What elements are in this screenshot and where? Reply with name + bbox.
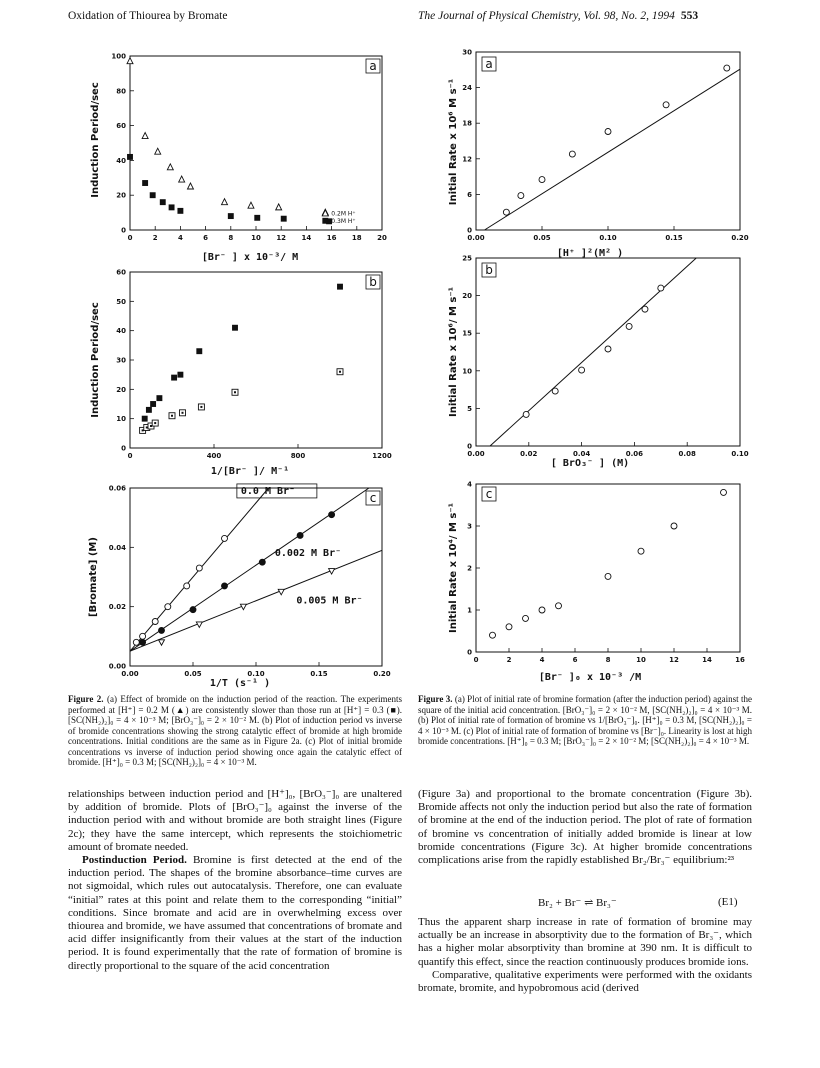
fig3c-series-0-point-1	[506, 624, 512, 630]
fig3b-ytick-label-1: 5	[467, 404, 472, 413]
fig2b-x-axis-label: 1/[Br⁻ ]/ M⁻¹	[210, 466, 290, 477]
fig2b-y-axis-label: Induction Period/sec	[90, 302, 101, 418]
fig2c-series-0-point-0	[133, 639, 139, 645]
fig2b-series-0-point-7	[233, 325, 238, 330]
figure-3c-chart	[440, 476, 745, 686]
fig3a-ytick-label-5: 30	[462, 48, 472, 57]
fig3b-xtick-label-4: 0.08	[678, 450, 696, 458]
fig3c-panel-letter: c	[485, 487, 493, 501]
fig2a-xtick-label-6: 12	[276, 234, 287, 242]
fig2c-x-axis-label: 1/T (s⁻¹ )	[209, 678, 271, 689]
fig2b-series-0-point-5	[178, 372, 183, 377]
fig2a-x-axis-label: [Br⁻ ] x 10⁻³/ M	[201, 252, 299, 263]
fig2c-series-0-point-2	[152, 619, 158, 625]
figure-2-label: Figure 2.	[68, 694, 104, 704]
fig2c-series-0-point-5	[196, 565, 202, 571]
fig3c-series-0-point-2	[523, 615, 529, 621]
fig3b-y-axis-label: Initial Rate x 10⁶/ M s⁻¹	[448, 286, 459, 418]
fig2b-series-0-point-3	[157, 396, 162, 401]
fig2c-y-axis-label: [Bromate] (M)	[88, 537, 99, 617]
fig3b-series-0-point-0	[523, 411, 529, 417]
fig3b-series-0-point-5	[642, 306, 648, 312]
fig2a-series-1-point-5	[178, 208, 183, 213]
fig2b-xtick-label-1: 400	[206, 452, 222, 460]
fig2c-series-1-point-5	[297, 532, 303, 538]
fig2b-xtick-label-0: 0	[127, 452, 133, 460]
fig3c-ytick-label-3: 3	[467, 522, 472, 531]
fig2c-xtick-label-0: 0.00	[121, 670, 139, 678]
fig3a-ytick-label-1: 6	[467, 190, 472, 199]
fig2c-series-1-point-2	[190, 607, 196, 613]
fig2b-series-1-point-4-dot	[171, 415, 173, 417]
fig3b-ytick-label-3: 15	[462, 329, 472, 338]
fig2b-series-0-point-8	[338, 284, 343, 289]
running-header-left: Oxidation of Thiourea by Bromate	[68, 10, 228, 22]
fig2a-series-0-point-3	[167, 164, 173, 170]
fig2c-series-0-point-3	[165, 604, 171, 610]
right-paragraph-1: (Figure 3a) and proportional to the bromate concentration (Figure 3b). Bromide affects not only the induction period but also the rate of formation of bromine at the end of the induction period. The plot of rate of formation of bromine vs concentration of initially added bromide is linear at low bromide concentrations (Figure 3c). At higher bromide concentrations complications arise from the rapidly established Br₂/Br₃⁻ equilibrium:²³	[418, 788, 752, 867]
fig3a-plot-frame	[476, 52, 740, 230]
fig2b-series-0-point-1	[146, 407, 151, 412]
fig3c-series-0-point-7	[671, 523, 677, 529]
fig2a-xtick-label-1: 2	[152, 234, 158, 242]
fig2c-series-1-point-4	[259, 559, 265, 565]
fig3c-xtick-label-6: 12	[669, 656, 679, 664]
fig3a-y-axis-label: Initial Rate x 10⁶ M s⁻¹	[448, 78, 459, 206]
left-paragraph-2-text: Bromine is first detected at the end of the induction period. The shapes of the bromine absorbance–time curves are not sigmoidal, which rules out autocatalysis. Therefore, one can evaluate “initial” rates at this point and relate them to the corresponding “initial” conditions. Since bromate and acid are in overwhelming excess over thiourea and bromide, we have assumed that concentrations of bromate and acid differ insignificantly from their values at the start of the induction period. It is found experimentally that the rate of formation of bromine is directly proportional to the square of the acid concentration	[68, 854, 402, 972]
fig2c-series-2-point-0	[159, 640, 165, 646]
fig2a-ytick-label-2: 40	[116, 156, 126, 165]
fig3c-xtick-label-2: 4	[539, 656, 545, 664]
fig2b-series-1-point-8-dot	[339, 371, 341, 373]
fig2c-xtick-label-3: 0.15	[310, 670, 328, 678]
fig2b-ytick-label-1: 10	[116, 415, 126, 424]
fig2c-series-1-point-6	[329, 512, 335, 518]
fig2b-ytick-label-2: 20	[116, 385, 126, 394]
fig2a-xtick-label-2: 4	[177, 234, 183, 242]
fig3c-xtick-label-8: 16	[735, 656, 745, 664]
right-column-text-lower	[418, 916, 752, 995]
fig3b-ytick-label-2: 10	[462, 367, 472, 376]
fig2a-series-1-point-1	[143, 181, 148, 186]
fig2a-xtick-label-9: 18	[351, 234, 362, 242]
fig2c-series-1-point-1	[159, 627, 165, 633]
fig2b-panel-letter: b	[369, 275, 377, 289]
fig3b-x-axis-label: [ BrO₃⁻ ] (M)	[550, 458, 630, 469]
fig3c-xtick-label-3: 6	[572, 656, 578, 664]
fig3a-series-0-point-2	[539, 177, 545, 183]
fig2a-series-1-point-8	[281, 216, 286, 221]
fig2c-xtick-label-4: 0.20	[373, 670, 391, 678]
fig3a-panel-letter: a	[485, 57, 493, 71]
fig3a-fit-line	[484, 69, 740, 230]
fig2a-legend-marker-1	[323, 218, 328, 223]
equation-e1: Br₂ + Br⁻ ⇌ Br₃⁻	[538, 897, 617, 909]
fig2a-xtick-label-0: 0	[127, 234, 133, 242]
fig2a-series-0-point-6	[222, 199, 228, 205]
fig3a-series-0-point-3	[569, 151, 575, 157]
equation-number: (E1)	[718, 896, 738, 908]
fig3b-ytick-label-0: 0	[467, 442, 472, 451]
fig3c-series-0-point-8	[721, 489, 727, 495]
fig2a-series-1-point-4	[169, 205, 174, 210]
fig2c-series-0-point-6	[222, 535, 228, 541]
fig2b-series-1-point-5-dot	[182, 412, 184, 414]
fig2b-series-0-point-4	[172, 375, 177, 380]
fig2a-series-0-point-4	[179, 176, 185, 182]
fig2a-ytick-label-5: 100	[111, 52, 126, 61]
fig2c-series-1-point-0	[140, 639, 146, 645]
fig2b-ytick-label-3: 30	[116, 356, 126, 365]
figure-3-caption-text: (a) Plot of initial rate of bromine formation (after the induction period) against the square of the initial acid concentration. [BrO₃⁻]₀ = 2 × 10⁻² M, [SC(NH₂)₂]₀ = 4 × 10⁻³ M. (b) Plot of initial rate of formation of bromine vs 1/[BrO₃⁻]₀. [H⁺]₀ = 0.3 M, [SC(NH₂)₂]₀ = 4 × 10⁻³ M. (c) Plot of initial rate of formation of bromine vs [Br⁻]₀. Linearity is lost at high bromide concentrations. [H⁺]₀ = 0.3 M; [BrO₃⁻]₀ = 2 × 10⁻² M; [SC(NH₂)₂]₀ = 4 × 10⁻³ M.	[418, 694, 753, 746]
fig2a-series-1-point-0	[128, 154, 133, 159]
fig3b-series-0-point-1	[552, 388, 558, 394]
fig3a-ytick-label-3: 18	[462, 119, 472, 128]
fig2a-series-0-point-7	[248, 202, 254, 208]
fig2c-line-label-0: 0.0 M Br⁻	[240, 485, 296, 497]
fig3b-fit-line	[490, 258, 696, 446]
fig3c-ytick-label-1: 1	[467, 606, 472, 615]
fig3a-xtick-label-4: 0.20	[731, 234, 749, 242]
fig2c-ytick-label-3: 0.06	[108, 484, 126, 493]
fig2b-series-1-point-3-dot	[154, 422, 156, 424]
left-paragraph-1: relationships between induction period and [H⁺]₀, [BrO₃⁻]₀ are unaltered by addition of bromide. Plots of [BrO₃⁻]₀ against the inverse of the induction period with and without bromide are both straight lines (Figure 2c); they have the same intercept, which represents the stoichiometric amount of bromate needed.	[68, 788, 402, 853]
right-paragraph-2: Thus the apparent sharp increase in rate of formation of bromine may actually be an increase in absorptivity due to the formation of Br₃⁻, which has a higher molar absorptivity than bromine at 390 nm. It is difficult to quantify this effect, since the reaction continuously produces bromide ions.	[418, 916, 752, 968]
fig2a-series-1-point-2	[150, 193, 155, 198]
fig3c-series-0-point-5	[605, 573, 611, 579]
fig3c-series-0-point-3	[539, 607, 545, 613]
fig2a-xtick-label-4: 8	[228, 234, 234, 242]
right-column-text	[418, 788, 752, 867]
fig3a-series-0-point-1	[518, 193, 524, 199]
fig3c-y-axis-label: Initial Rate x 10⁴/ M s⁻¹	[448, 502, 459, 634]
fig2a-ytick-label-3: 60	[116, 122, 126, 131]
fig2a-xtick-label-10: 20	[377, 234, 387, 242]
fig2a-legend-label-1: 0.3M H⁺	[331, 217, 356, 225]
fig2a-series-0-point-0	[127, 58, 133, 64]
fig3a-ytick-label-2: 12	[462, 155, 472, 164]
fig2a-ytick-label-4: 80	[116, 87, 126, 96]
page-number: 553	[680, 10, 699, 22]
fig2a-series-1-point-7	[255, 215, 260, 220]
fig2c-ytick-label-1: 0.02	[108, 603, 126, 612]
left-column-text	[68, 788, 402, 973]
fig3c-xtick-label-4: 8	[605, 656, 611, 664]
fig2b-ytick-label-6: 60	[116, 268, 126, 277]
fig2a-xtick-label-3: 6	[203, 234, 209, 242]
journal-citation: The Journal of Physical Chemistry, Vol. 98, No. 2, 1994	[418, 10, 675, 22]
fig2b-ytick-label-5: 50	[116, 297, 126, 306]
figure-2-caption-text: (a) Effect of bromide on the induction period of the reaction. The experiments performed at [H⁺] = 0.2 M (▲) are consistently slower than those run at [H⁺] = 0.3 (■). [SC(NH₂)₂]₀ = 4 × 10⁻³ M; [BrO₃⁻]₀ = 2 × 10⁻² M. (b) Plot of induction period vs inverse of bromide concentrations showing the strong catalytic effect of bromide at high bromide concentrations. Initial conditions are the same as in Figure 2a. (c) Plot of initial bromide concentrations vs inverse of induction period showing once again the catalytic effect of bromide. [H⁺]₀ = 0.3 M; [SC(NH₂)₂]₀ = 4 × 10⁻³ M.	[68, 694, 402, 767]
fig2c-xtick-label-2: 0.10	[247, 670, 265, 678]
fig2a-series-0-point-8	[276, 204, 282, 210]
fig2b-ytick-label-0: 0	[121, 444, 126, 453]
fig2a-y-axis-label: Induction Period/sec	[90, 82, 101, 198]
fig2c-series-2-point-3	[278, 589, 284, 595]
fig3a-series-0-point-6	[724, 65, 730, 71]
fig3c-plot-frame	[476, 484, 740, 652]
fig2b-series-1-point-6-dot	[200, 406, 202, 408]
fig3b-ytick-label-5: 25	[462, 254, 472, 263]
section-heading-postinduction: Postinduction Period.	[82, 854, 187, 867]
fig3b-xtick-label-5: 0.10	[731, 450, 749, 458]
fig2a-plot-frame	[130, 56, 382, 230]
fig3b-xtick-label-0: 0.00	[467, 450, 485, 458]
fig3c-ytick-label-0: 0	[467, 648, 472, 657]
running-header-right	[418, 10, 698, 22]
fig2a-ytick-label-0: 0	[121, 226, 126, 235]
fig2b-series-1-point-2-dot	[150, 425, 152, 427]
fig2c-ytick-label-2: 0.04	[108, 543, 126, 552]
fig2c-series-0-point-4	[184, 583, 190, 589]
fig3a-xtick-label-1: 0.05	[533, 234, 551, 242]
fig2b-xtick-label-3: 1200	[372, 452, 392, 460]
figure-3a-chart	[440, 40, 749, 262]
fig2a-xtick-label-5: 10	[251, 234, 261, 242]
fig3c-xtick-label-0: 0	[473, 656, 479, 664]
fig2c-plot-frame	[130, 485, 382, 666]
fig3a-series-0-point-0	[503, 209, 509, 215]
fig2c-series-1-point-3	[222, 583, 228, 589]
fig2a-xtick-label-7: 14	[301, 234, 312, 242]
fig3c-series-0-point-4	[556, 603, 562, 609]
left-paragraph-2	[68, 854, 402, 973]
fig2c-xtick-label-1: 0.05	[184, 670, 202, 678]
fig3a-series-0-point-4	[605, 129, 611, 135]
fig3b-xtick-label-2: 0.04	[572, 450, 591, 458]
fig3a-x-axis-label: [H⁺ ]²(M² )	[556, 248, 624, 259]
fig2a-series-1-point-6	[228, 214, 233, 219]
fig2b-series-1-point-0-dot	[142, 429, 144, 431]
fig3b-xtick-label-1: 0.02	[520, 450, 538, 458]
fig2c-line-label-2: 0.005 M Br⁻	[296, 595, 363, 607]
fig2c-line-label-1: 0.002 M Br⁻	[274, 548, 342, 560]
figure-2-caption	[68, 694, 402, 768]
fig3b-panel-letter: b	[485, 263, 493, 277]
fig2a-panel-letter: a	[369, 59, 377, 73]
fig2a-ytick-label-1: 20	[116, 191, 126, 200]
fig3b-series-0-point-4	[626, 323, 632, 329]
fig2c-panel-letter: c	[369, 491, 377, 505]
figure-3-caption	[418, 694, 752, 747]
fig3b-series-0-point-2	[579, 367, 585, 373]
fig2b-ytick-label-4: 40	[116, 327, 126, 336]
fig3c-xtick-label-7: 14	[702, 656, 712, 664]
fig3a-ytick-label-4: 24	[462, 84, 472, 93]
fig2a-series-1-point-3	[160, 200, 165, 205]
fig3a-series-0-point-5	[663, 102, 669, 108]
right-paragraph-3: Comparative, qualitative experiments were performed with the oxidants bromate, bromite, and hypobromous acid (derived	[418, 968, 752, 995]
fig2c-ytick-label-0: 0.00	[108, 662, 126, 671]
fig2b-series-0-point-0	[142, 416, 147, 421]
fig3b-xtick-label-3: 0.06	[625, 450, 644, 458]
figure-2c-chart	[80, 480, 400, 692]
fig3a-xtick-label-2: 0.10	[599, 234, 617, 242]
fig3c-x-axis-label: [Br⁻ ]₀ x 10⁻³ /M	[538, 672, 642, 683]
fig2b-series-0-point-2	[151, 402, 156, 407]
figure-2a-chart	[80, 40, 400, 270]
fig3c-xtick-label-5: 10	[636, 656, 646, 664]
fig3c-series-0-point-0	[490, 632, 496, 638]
fig2a-xtick-label-8: 16	[326, 234, 337, 242]
fig3c-series-0-point-6	[638, 548, 644, 554]
fig3a-xtick-label-3: 0.15	[665, 234, 683, 242]
figure-2b-chart	[80, 262, 400, 480]
fig3c-ytick-label-4: 4	[467, 480, 472, 489]
fig2b-series-0-point-6	[197, 349, 202, 354]
fig2a-legend-label-0: 0.2M H⁺	[331, 210, 356, 218]
fig3c-xtick-label-1: 2	[506, 656, 512, 664]
fig2b-series-1-point-1-dot	[146, 426, 148, 428]
figure-3b-chart	[440, 244, 749, 470]
fig3b-ytick-label-4: 20	[462, 292, 472, 301]
fig3b-series-0-point-3	[605, 346, 611, 352]
fig2a-series-0-point-5	[187, 183, 193, 189]
fig3c-ytick-label-2: 2	[467, 564, 472, 573]
fig3a-ytick-label-0: 0	[467, 226, 472, 235]
fig2c-series-0-point-1	[140, 633, 146, 639]
fig2b-xtick-label-2: 800	[290, 452, 306, 460]
fig2b-series-1-point-7-dot	[234, 391, 236, 393]
fig2a-series-0-point-1	[142, 133, 148, 139]
fig3a-xtick-label-0: 0.00	[467, 234, 485, 242]
fig3b-series-0-point-6	[658, 285, 664, 291]
fig2b-plot-frame	[130, 272, 382, 448]
figure-3-label: Figure 3.	[418, 694, 453, 704]
fig2a-series-0-point-2	[155, 148, 161, 154]
